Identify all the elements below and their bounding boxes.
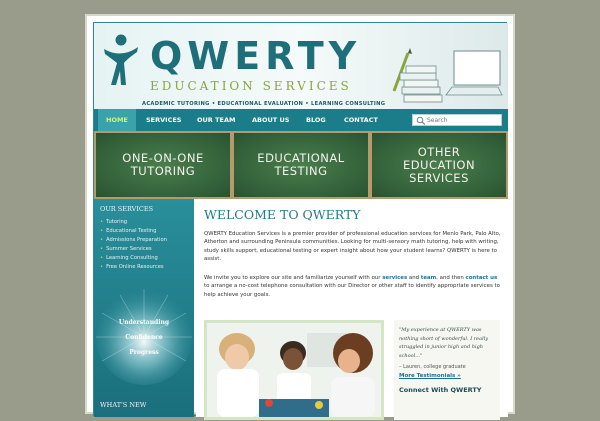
students-photo [204, 320, 384, 420]
sidebar-item-learning-consulting[interactable]: • Learning Consulting [100, 254, 167, 263]
nav-contact[interactable]: CONTACT [344, 116, 378, 124]
testimonial-author: – Lauren, college graduate [399, 364, 466, 370]
sidebar [94, 199, 194, 417]
team-link[interactable]: team [420, 275, 437, 281]
students-photo-illustration-icon [207, 323, 381, 417]
sidebar-item-free-resources[interactable]: • Free Online Resources [100, 263, 167, 272]
connect-heading: Connect With QWERTY [399, 386, 482, 394]
sidebar-title: OUR SERVICES [100, 205, 154, 213]
service-boards [94, 131, 508, 199]
nav-our-team[interactable]: OUR TEAM [197, 116, 236, 124]
testimonial-box [394, 320, 500, 420]
person-logo-icon[interactable] [102, 33, 140, 87]
board-label: EDUCATIONAL TESTING [257, 151, 345, 178]
page-frame [85, 14, 515, 414]
contact-us-link[interactable]: contact us [465, 275, 498, 281]
sun-line-understanding: Understanding [118, 319, 170, 326]
page-title: WELCOME TO QWERTY [204, 207, 361, 222]
board-other-services[interactable] [370, 131, 508, 199]
nav-services[interactable]: SERVICES [146, 116, 182, 124]
nav-home[interactable]: HOME [98, 109, 136, 131]
testimonial-quote: "My experience at QWERTY was nothing short of wonderful. I really struggled in junior high and high school..." [399, 327, 489, 359]
tagline: ACADEMIC TUTORING • EDUCATIONAL EVALUATION • LEARNING CONSULTING [142, 101, 386, 107]
nav-about-us[interactable]: ABOUT US [252, 116, 290, 124]
board-label: OTHER EDUCATION SERVICES [402, 144, 476, 185]
main-nav [94, 109, 508, 131]
invite-text: We invite you to explore our site and familiarize yourself with our [204, 275, 383, 281]
sidebar-item-tutoring[interactable]: • Tutoring [100, 218, 167, 227]
site-header [94, 23, 508, 109]
site-container [93, 22, 507, 416]
board-tutoring[interactable] [94, 131, 232, 199]
intro-paragraph: QWERTY Education Services is a premier provider of professional education services for Menlo Park, Palo Alto, Atherton and surrounding Peninsula communities. Looking for multi-sensory math tutoring, help with writing, study skills support, educational testing or expert insight about how your student learns? QWERTY is here to assist. [204, 231, 501, 262]
board-label: ONE-ON-ONE TUTORING [122, 151, 204, 178]
logo-subtitle: EDUCATION SERVICES [150, 79, 352, 93]
invite-paragraph [204, 274, 504, 299]
invite-text: , and then [436, 275, 466, 281]
sun-line-progress: Progress [129, 349, 159, 356]
whats-new-heading: WHAT'S NEW [100, 401, 147, 409]
logo-title[interactable]: QWERTY [150, 34, 362, 78]
sunburst-text [94, 315, 194, 360]
services-link[interactable]: services [382, 275, 408, 281]
search-box[interactable] [412, 114, 502, 126]
nav-blog[interactable]: BLOG [306, 116, 326, 124]
invite-text: and [407, 275, 421, 281]
books-laptop-illustration-icon [390, 47, 506, 105]
sidebar-item-admissions[interactable]: • Admissions Preparation [100, 236, 167, 245]
main-content [196, 199, 508, 417]
sun-line-confidence: Confidence [125, 334, 163, 341]
board-testing[interactable] [232, 131, 370, 199]
invite-text: to arrange a no-cost telephone consultation with our Director or other staff to identify appropriate services to help achieve your goals. [204, 283, 500, 298]
sidebar-item-educational-testing[interactable]: • Educational Testing [100, 227, 167, 236]
sidebar-services-list [100, 218, 167, 272]
more-testimonials-link[interactable]: More Testimonials » [399, 373, 461, 379]
search-icon[interactable] [416, 116, 426, 125]
sidebar-item-summer[interactable]: • Summer Services [100, 245, 167, 254]
search-input[interactable] [427, 115, 501, 125]
